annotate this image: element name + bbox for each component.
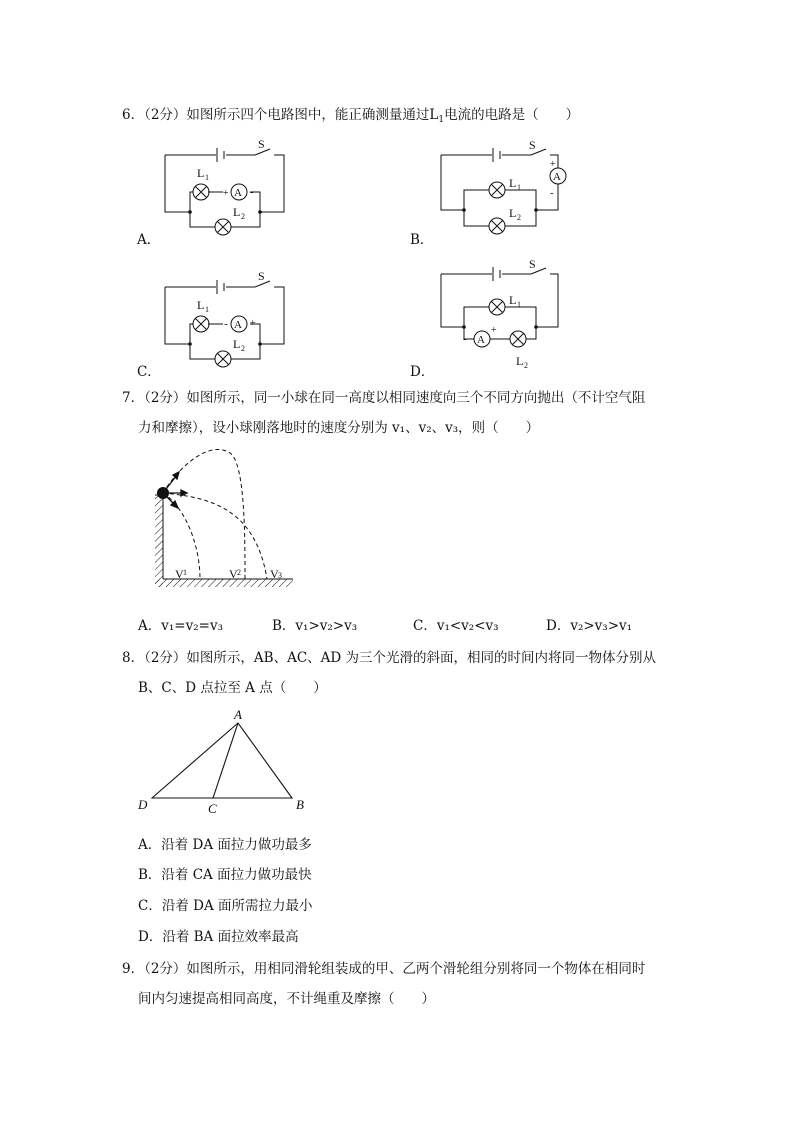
q7-option-c[interactable]: C．v₁<v₂<v₃ bbox=[413, 618, 499, 634]
point-c-label: C bbox=[208, 801, 217, 816]
svg-text:S: S bbox=[529, 138, 536, 152]
q6-stem: 6．（2分）如图所示四个电路图中，能正确测量通过$L_1$电流的电路是（ ） bbox=[122, 107, 580, 125]
q7-stem-line1: 7．（2分）如图所示，同一小球在同一高度以相同速度向三个不同方向抛出（不计空气阻 bbox=[122, 390, 646, 406]
lamp-l2-label: L bbox=[233, 205, 241, 219]
lamp-l1-label: L bbox=[197, 166, 205, 180]
svg-text:2: 2 bbox=[241, 212, 245, 221]
circuit-diagram-d bbox=[436, 257, 566, 372]
svg-text:L: L bbox=[233, 337, 241, 351]
svg-text:+: + bbox=[250, 318, 256, 329]
svg-text:2: 2 bbox=[237, 568, 241, 577]
q6-option-c-label: C． bbox=[137, 364, 161, 380]
q9-stem-line2: 间内匀速提高相同高度，不计绳重及摩擦（ ） bbox=[138, 991, 435, 1007]
q7-stem-line2: 力和摩擦），设小球刚落地时的速度分别为 v₁、v₂、v₃，则（ ） bbox=[138, 420, 540, 436]
q6-option-a-label: A． bbox=[137, 232, 161, 248]
point-d-label: D bbox=[138, 797, 148, 812]
q8-option-a[interactable]: A．沿着 DA 面拉力做功最多 bbox=[138, 837, 312, 853]
svg-text:2: 2 bbox=[524, 361, 528, 370]
q7-option-b[interactable]: B．v₁>v₂>v₃ bbox=[272, 618, 358, 634]
svg-text:+: + bbox=[491, 325, 497, 336]
incline-diagram bbox=[135, 703, 315, 818]
svg-text:-: - bbox=[550, 187, 554, 199]
v2-label: V bbox=[229, 567, 238, 581]
point-a-label: A bbox=[234, 707, 242, 722]
q6-option-b-label: B． bbox=[410, 232, 434, 248]
point-b-label: B bbox=[296, 797, 304, 812]
ammeter-plus: + bbox=[223, 188, 229, 199]
svg-text:L: L bbox=[509, 206, 517, 220]
svg-text:L: L bbox=[509, 293, 517, 307]
q7-option-d[interactable]: D．v₂>v₃>v₁ bbox=[546, 618, 633, 634]
switch-label: S bbox=[258, 137, 265, 151]
q9-stem-line1: 9．（2分）如图所示，用相同滑轮组装成的甲、乙两个滑轮组分别将同一个物体在相同时 bbox=[122, 961, 646, 977]
q8-stem-line1: 8．（2分）如图所示，AB、AC、AD 为三个光滑的斜面，相同的时间内将同一物体分别从 bbox=[122, 650, 657, 666]
q8-stem-line2: B、C、D 点拉至 A 点（ ） bbox=[138, 680, 327, 696]
svg-text:1: 1 bbox=[517, 300, 521, 309]
svg-text:1: 1 bbox=[205, 305, 209, 314]
svg-text:L: L bbox=[509, 176, 517, 190]
svg-text:-: - bbox=[463, 333, 467, 345]
svg-text:A: A bbox=[477, 334, 485, 346]
q6-option-d-label: D． bbox=[410, 364, 435, 380]
svg-text:L: L bbox=[516, 354, 524, 368]
svg-text:3: 3 bbox=[278, 571, 282, 580]
ammeter-label: A bbox=[234, 187, 242, 199]
svg-text:L: L bbox=[197, 298, 205, 312]
svg-text:-: - bbox=[224, 318, 228, 330]
circuit-diagram-a bbox=[160, 137, 290, 240]
svg-text:S: S bbox=[258, 269, 265, 283]
svg-text:1: 1 bbox=[205, 173, 209, 182]
svg-text:S: S bbox=[529, 257, 536, 271]
projectile-diagram bbox=[145, 445, 305, 595]
v1-label: V bbox=[175, 567, 184, 581]
circuit-diagram-b bbox=[436, 140, 566, 240]
svg-text:A: A bbox=[234, 319, 242, 331]
circuit-diagram-c bbox=[160, 269, 290, 372]
v3-label: V bbox=[270, 567, 279, 581]
q8-option-b[interactable]: B．沿着 CA 面拉力做功最快 bbox=[138, 867, 312, 883]
q7-option-a[interactable]: A．v₁=v₂=v₃ bbox=[138, 618, 223, 634]
q8-option-d[interactable]: D．沿着 BA 面拉效率最高 bbox=[138, 929, 299, 945]
q8-option-c[interactable]: C．沿着 DA 面所需拉力最小 bbox=[138, 898, 313, 914]
svg-text:1: 1 bbox=[517, 183, 521, 192]
svg-text:1: 1 bbox=[183, 568, 187, 577]
svg-text:2: 2 bbox=[241, 344, 245, 353]
ammeter-minus: - bbox=[250, 186, 254, 198]
svg-text:+: + bbox=[550, 159, 556, 170]
svg-text:A: A bbox=[553, 171, 561, 183]
svg-text:2: 2 bbox=[517, 213, 521, 222]
